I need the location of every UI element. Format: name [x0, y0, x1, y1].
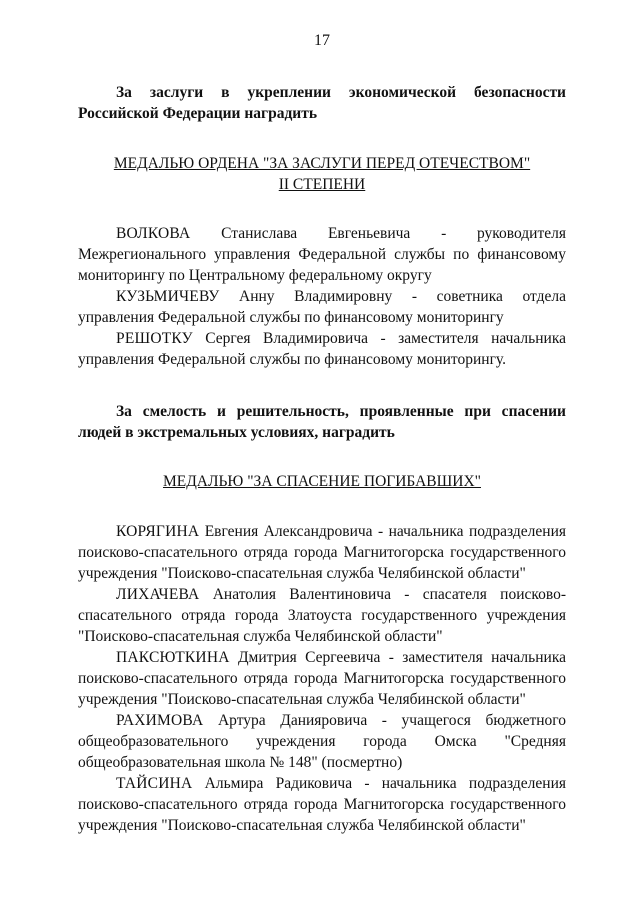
decree-rescue: За смелость и решительность, проявленные при спасении людей в экстремальных условиях, наградить: [78, 403, 566, 441]
recipient-details: Артура Данияровича - учащегося бюджетного общеобразовательного учреждения города Омска "Средняя общеобразовательная школа № 148" (посмертно): [78, 712, 566, 771]
award-entry: [78, 773, 566, 836]
award-entry: [78, 521, 566, 584]
recipient-details: Евгения Александровича - начальника подразделения поисково-спасательного отряда города Магнитогорска государственного учреждения "Поисково-спасательная служба Челябинской области": [78, 523, 566, 582]
recipient-surname: РАХИМОВА: [116, 712, 204, 729]
recipient-surname: КУЗЬМИЧЕВУ: [116, 288, 220, 305]
recipient-details: Сергея Владимировича - заместителя начальника управления Федеральной службы по финансовому мониторингу.: [78, 330, 566, 368]
medal-title-line: МЕДАЛЬЮ "ЗА СПАСЕНИЕ ПОГИБАВШИХ": [162, 473, 481, 490]
recipient-details: Станислава Евгеньевича - руководителя Межрегионального управления Федеральной службы по финансовому мониторингу по Центральному федеральному округу: [78, 225, 566, 284]
medal-title-degree: II СТЕПЕНИ: [278, 176, 366, 193]
recipient-surname: ПАКСЮТКИНА: [116, 649, 230, 666]
recipient-surname: ТАЙСИНА: [116, 775, 193, 792]
recipient-details: Дмитрия Сергеевича - заместителя начальника поисково-спасательного отряда города Магнитогорска государственного учреждения "Поисково-спасательная служба Челябинской области": [78, 649, 566, 708]
recipient-details: Альмира Радиковича - начальника подразделения поисково-спасательного отряда города Магнитогорска государственного учреждения "Поисково-спасательная служба Челябинской области": [78, 775, 566, 834]
page-number: 17: [314, 32, 330, 49]
recipient-details: Анатолия Валентиновича - спасателя поисково-спасательного отряда города Златоуста государственного учреждения "Поисково-спасательная служба Челябинской области": [78, 586, 566, 645]
award-entry: [78, 647, 566, 710]
medal-title-order-merit: [78, 153, 566, 195]
medal-title-rescue: [78, 471, 566, 492]
award-entry: [78, 710, 566, 773]
award-entry: [78, 286, 566, 328]
document-page: [78, 30, 566, 836]
recipient-surname: ВОЛКОВА: [116, 225, 191, 242]
award-entry: [78, 223, 566, 286]
recipient-surname: РЕШОТКУ: [116, 330, 193, 347]
medal-title-line: МЕДАЛЬЮ ОРДЕНА "ЗА ЗАСЛУГИ ПЕРЕД ОТЕЧЕСТВОМ": [113, 155, 531, 172]
decree-economic-security: За заслуги в укреплении экономической безопасности Российской Федерации наградить: [78, 84, 566, 122]
recipient-surname: КОРЯГИНА: [116, 523, 200, 540]
award-entry: [78, 328, 566, 370]
recipient-surname: ЛИХАЧЕВА: [116, 586, 200, 603]
recipient-details: Анну Владимировну - советника отдела управления Федеральной службы по финансовому мониторингу: [78, 288, 566, 326]
award-entry: [78, 584, 566, 647]
